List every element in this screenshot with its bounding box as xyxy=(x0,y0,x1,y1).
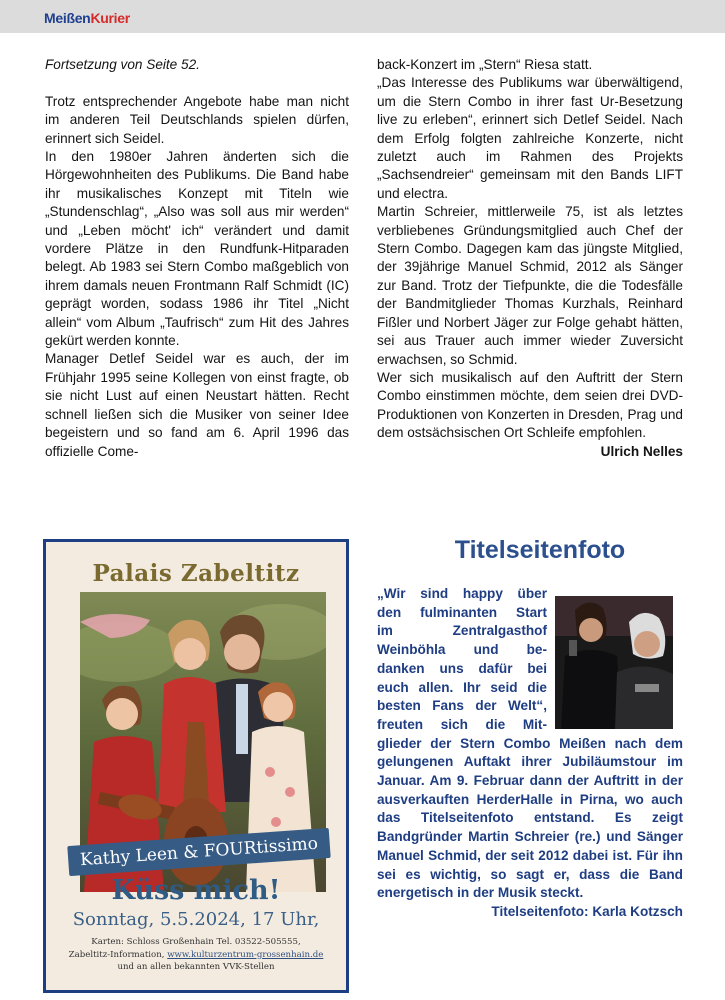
article-paragraph: Martin Schreier, mittlerweile 75, ist als letztes verbliebenes Gründungsmitglied auch Chef der Stern Combo. Dagegen kam das jüngste Mitglied, der 39jährige Manuel Schmid, 2012 als Sänger zur Band. Trotz der Tiefpunkte, die die Todesfälle der Bandmitglieder Thomas Kurzhals, Reinhard Fißler und Norbert Jäger zur Folge gehabt hätten, sei aus Trauer auch immer wieder Zuversicht erwachsen, so Schmid. xyxy=(377,204,683,367)
caption-line: euch allen. Ihr seid die xyxy=(377,679,547,695)
ad-info-line: und an allen bekannten VVK-Stellen xyxy=(117,962,275,973)
logo-part-kurier: Kurier xyxy=(90,10,130,26)
caption-line: freuten sich die Mit- xyxy=(377,716,547,732)
header-bar xyxy=(0,0,725,33)
ad-website-link[interactable]: www.kulturzentrum-grossenhain.de xyxy=(167,949,324,960)
ad-date: Sonntag, 5.5.2024, 17 Uhr, xyxy=(72,909,320,930)
article-paragraph: back-Konzert im „Stern“ Riesa statt. xyxy=(377,57,593,72)
article-column-left xyxy=(45,56,349,461)
author-line xyxy=(377,443,683,461)
article-paragraph: „Das Interesse des Publikums war überwältigend, um die Stern Combo in ihrer fast Ur-Besetzung live zu erleben“, erinnert sich Detlef Seidel. Nach dem Erfolg folgten zahlreiche Konzerte, nicht zuletzt auch im Rahmen des Projekts „Sachsendreier“ gemeinsam mit den Bands LIFT und electra. xyxy=(377,75,683,201)
ad-info-line xyxy=(46,949,346,962)
article-column-right xyxy=(377,56,683,461)
ad-headline: Küss mich! xyxy=(111,875,281,906)
article-paragraph: In den 1980er Jahren änderten sich die Hörgewohnheiten des Publikums. Die Band habe ihr musikalisches Konzept mit Titeln wie „Stundenschlag“, „Also was soll aus mir werden“ und „Leben möcht' ich“ verändert und damit vordere Plätze in den Rundfunk-Hitparaden belegt. Ab 1983 sei Stern Combo maßgeblich von ihrem damals neuen Frontmann Ralf Schmidt (IC) geprägt worden, sodass 1986 ihr Titel „Nicht allein“ vom Album „Taufrisch“ zum Hit des Jahres gekürt werden konnte. xyxy=(45,149,349,349)
article-paragraph: Manager Detlef Seidel war es auch, der im Frühjahr 1995 seine Kollegen von einst fragte, ob sie nicht Lust auf einen Neustart hätten. Recht schnell ließen sich die Musiker von seiner Idee begeistern und so fand am 6. April 1996 das offizielle Come- xyxy=(45,351,349,459)
caption-line: im Zentralgasthof xyxy=(377,623,547,639)
ad-venue-title: Palais Zabeltitz xyxy=(92,560,300,587)
continuation-note: Fortsetzung von Seite 52. xyxy=(45,57,200,72)
concert-advertisement xyxy=(43,539,349,993)
caption-line: „Wir sind happy über xyxy=(377,586,547,601)
caption-line: besten Fans der Welt“, xyxy=(377,698,547,714)
cover-photo-caption xyxy=(377,585,683,922)
ad-info-prefix: Zabeltitz-Information, xyxy=(68,949,168,960)
ad-artist-banner: Kathy Leen & FOURtissimo xyxy=(67,828,330,876)
photo-credit: Titelseitenfoto: Karla Kotzsch xyxy=(491,903,683,919)
logo-part-meissen: Meißen xyxy=(44,10,91,26)
ad-ticket-info xyxy=(46,936,346,974)
ad-info-line: Karten: Schloss Großenhain Tel. 03522-505555, xyxy=(91,937,301,947)
author-name: Ulrich Nelles xyxy=(600,443,683,459)
caption-line: danken uns dafür bei xyxy=(377,660,547,676)
caption-paragraph: glieder der Stern Combo Meißen nach dem gelungenen Auftakt ihrer Jubiläumstour im Januar. Am 9. Februar dann der Auftritt in der ausverkauften HerderHalle in Pirna, wo auch das Titelseitenfoto entstand. Es zeigt Bandgründer Martin Schreier (re.) und Sänger Manuel Schmid, der seit 2012 dabei ist. Für ihn sei es wichtig, so sagt er, dass die Band energetisch in der Musik steckt. xyxy=(377,735,683,901)
caption-line: den fulminanten Start xyxy=(377,604,547,620)
publication-logo[interactable] xyxy=(44,10,130,26)
cover-photo-heading: Titelseitenfoto xyxy=(454,536,626,564)
article-paragraph: Trotz entsprechender Angebote habe man nicht im anderen Teil Deutschlands spielen dürfen, erinnert sich Seidel. xyxy=(45,93,349,146)
caption-line: Weinböhla und be- xyxy=(377,642,547,658)
article-paragraph: Wer sich musikalisch auf den Auftritt der Stern Combo einstimmen möchte, dem seien drei DVD-Produktionen von Konzerten in Dresden, Prag und dem ostsächsischen Ort Schleife empfohlen. xyxy=(377,369,683,441)
